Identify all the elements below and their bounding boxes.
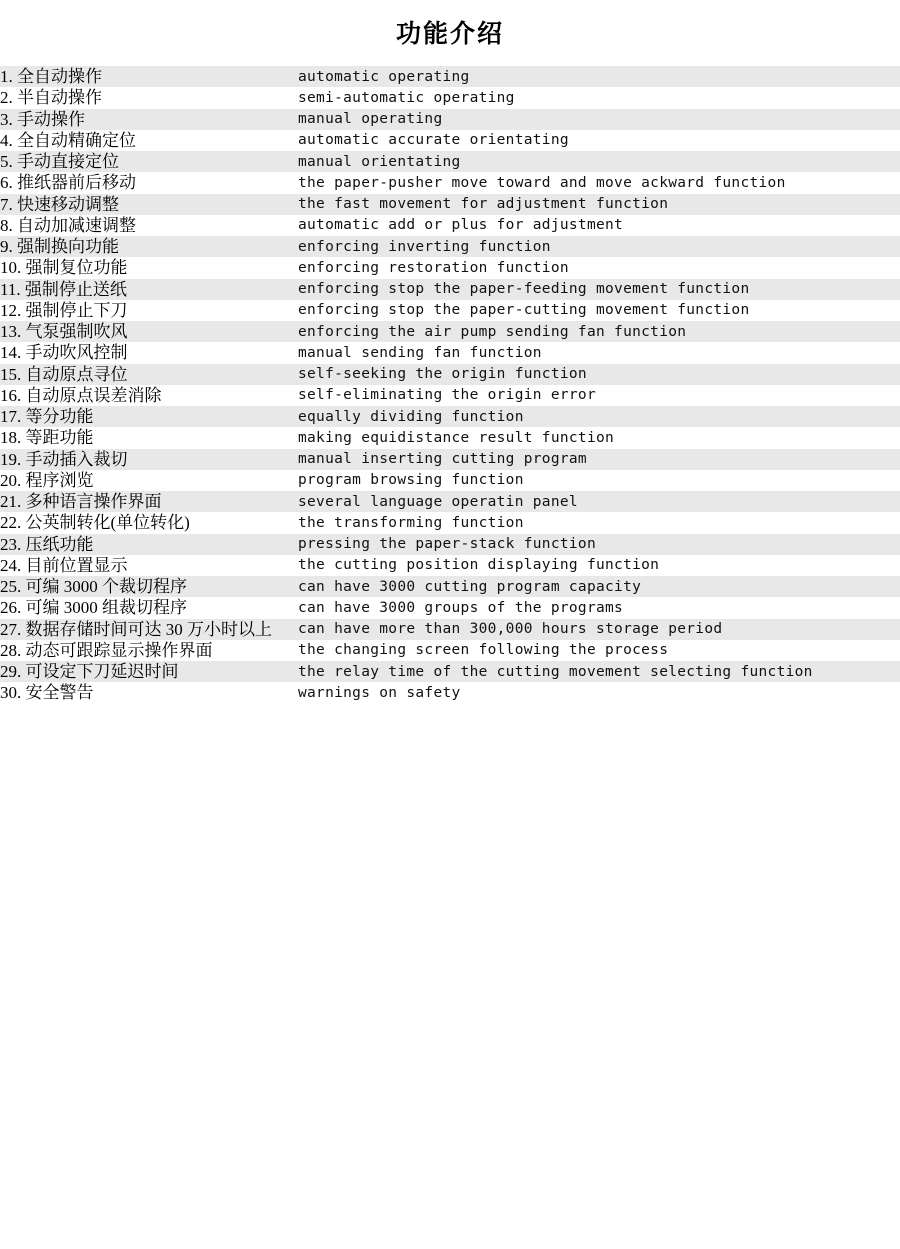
table-row [0, 342, 900, 363]
feature-table-body [0, 66, 900, 704]
table-row [0, 619, 900, 640]
table-row [0, 576, 900, 597]
table-row [0, 257, 900, 278]
table-row [0, 661, 900, 682]
feature-cn-cell [0, 449, 298, 470]
feature-cn-cell [0, 470, 298, 491]
table-row [0, 470, 900, 491]
feature-number: 10. [0, 258, 22, 278]
feature-en-cell: can have 3000 groups of the programs [298, 599, 624, 616]
feature-number: 15. [0, 364, 22, 384]
feature-en-cell: enforcing stop the paper-feeding movement function [298, 281, 750, 298]
table-row [0, 172, 900, 193]
feature-en-cell: self-eliminating the origin error [298, 387, 596, 404]
feature-number: 18. [0, 428, 22, 448]
feature-cn-label: 可编 3000 个裁切程序 [25, 577, 187, 596]
feature-number: 4. [0, 130, 13, 150]
feature-number: 23. [0, 534, 22, 554]
feature-en-cell: enforcing restoration function [298, 259, 569, 276]
feature-cn-cell [0, 279, 298, 300]
table-row [0, 151, 900, 172]
feature-number: 11. [0, 279, 21, 299]
feature-cn-label: 自动加减速调整 [17, 215, 136, 235]
feature-cn-label: 动态可跟踪显示操作界面 [25, 640, 213, 660]
feature-number: 24. [0, 555, 22, 575]
feature-cn-label: 强制换向功能 [17, 237, 119, 256]
feature-number: 6. [0, 173, 13, 193]
feature-en-cell: manual sending fan function [298, 344, 542, 361]
feature-number: 7. [0, 194, 13, 214]
table-row [0, 640, 900, 661]
feature-en-cell: automatic accurate orientating [298, 132, 569, 149]
table-row [0, 534, 900, 555]
feature-cn-label: 气泵强制吹风 [25, 322, 128, 341]
feature-en-cell: can have more than 300,000 hours storage period [298, 621, 723, 638]
feature-number: 13. [0, 322, 22, 341]
table-row [0, 87, 900, 108]
table-row [0, 215, 900, 236]
feature-cn-cell [0, 342, 298, 363]
feature-cn-cell [0, 109, 298, 130]
table-row [0, 682, 900, 703]
feature-en-cell: warnings on safety [298, 684, 461, 701]
feature-cn-cell [0, 576, 298, 597]
feature-cn-label: 强制复位功能 [25, 258, 128, 278]
feature-en-cell: the cutting position displaying function [298, 557, 660, 574]
feature-en-cell: equally dividing function [298, 408, 524, 425]
feature-en-cell: the fast movement for adjustment function [298, 196, 669, 213]
feature-en-cell: pressing the paper-stack function [298, 536, 596, 553]
feature-cn-label: 手动直接定位 [17, 152, 119, 171]
feature-cn-label: 自动原点寻位 [25, 364, 128, 384]
feature-cn-label: 手动操作 [17, 109, 85, 129]
feature-en-cell: self-seeking the origin function [298, 366, 587, 383]
feature-cn-cell [0, 406, 298, 427]
feature-en-cell: semi-automatic operating [298, 89, 515, 106]
feature-number: 26. [0, 598, 22, 618]
feature-cn-cell [0, 427, 298, 448]
feature-cn-cell [0, 385, 298, 406]
feature-number: 16. [0, 385, 22, 405]
feature-cn-cell [0, 321, 298, 342]
table-row [0, 555, 900, 576]
table-row [0, 236, 900, 257]
feature-cn-cell [0, 194, 298, 215]
feature-cn-cell [0, 66, 298, 87]
feature-number: 27. [0, 619, 22, 639]
table-row [0, 66, 900, 87]
feature-en-cell: program browsing function [298, 472, 524, 489]
feature-en-cell: making equidistance result function [298, 429, 615, 446]
feature-cn-label: 全自动操作 [17, 67, 102, 86]
feature-cn-label: 等距功能 [25, 428, 94, 448]
table-row [0, 130, 900, 151]
feature-number: 8. [0, 215, 13, 235]
table-row [0, 512, 900, 533]
feature-cn-cell [0, 364, 298, 385]
feature-cn-label: 等分功能 [25, 407, 94, 426]
feature-en-cell: enforcing inverting function [298, 238, 551, 255]
table-row [0, 194, 900, 215]
feature-cn-cell [0, 151, 298, 172]
table-row [0, 449, 900, 470]
feature-en-cell: automatic operating [298, 68, 470, 85]
feature-en-cell: enforcing stop the paper-cutting movement function [298, 302, 750, 319]
feature-en-cell: manual inserting cutting program [298, 451, 587, 468]
feature-cn-label: 全自动精确定位 [17, 130, 136, 150]
table-row [0, 321, 900, 342]
table-row [0, 427, 900, 448]
feature-en-cell: manual operating [298, 111, 443, 128]
feature-cn-cell [0, 555, 298, 576]
feature-number: 3. [0, 109, 13, 129]
feature-en-cell: automatic add or plus for adjustment [298, 217, 624, 234]
feature-en-cell: the changing screen following the process [298, 642, 669, 659]
feature-cn-label: 公英制转化(单位转化) [25, 513, 190, 533]
feature-number: 22. [0, 513, 22, 533]
table-row [0, 385, 900, 406]
feature-cn-cell [0, 300, 298, 321]
feature-number: 29. [0, 662, 22, 681]
feature-cn-cell [0, 130, 298, 151]
feature-cn-label: 安全警告 [25, 683, 94, 703]
page-title: 功能介绍 [395, 20, 504, 48]
feature-number: 14. [0, 343, 22, 363]
feature-cn-label: 数据存储时间可达 30 万小时以上 [25, 619, 272, 639]
table-row [0, 597, 900, 618]
table-row [0, 109, 900, 130]
feature-number: 2. [0, 88, 13, 108]
feature-cn-cell [0, 87, 298, 108]
feature-number: 28. [0, 640, 22, 660]
feature-number: 19. [0, 449, 22, 469]
feature-cn-label: 手动吹风控制 [25, 343, 128, 363]
feature-en-cell: the paper-pusher move toward and move ackward function [298, 174, 786, 191]
feature-cn-label: 手动插入裁切 [25, 449, 128, 469]
feature-cn-cell [0, 640, 298, 661]
feature-cn-cell [0, 215, 298, 236]
feature-cn-label: 程序浏览 [25, 470, 94, 490]
table-row [0, 406, 900, 427]
feature-number: 25. [0, 577, 22, 596]
feature-number: 21. [0, 492, 22, 511]
feature-en-cell: enforcing the air pump sending fan function [298, 323, 687, 340]
feature-cn-label: 压纸功能 [25, 534, 94, 554]
feature-cn-cell [0, 661, 298, 682]
feature-cn-cell [0, 491, 298, 512]
feature-number: 20. [0, 470, 22, 490]
feature-number: 17. [0, 407, 22, 426]
feature-cn-label: 强制停止下刀 [25, 300, 128, 320]
feature-cn-cell [0, 619, 298, 640]
feature-cn-label: 可设定下刀延迟时间 [25, 662, 179, 681]
table-row [0, 300, 900, 321]
feature-cn-cell [0, 534, 298, 555]
feature-en-cell: the relay time of the cutting movement selecting function [298, 663, 813, 680]
feature-cn-label: 自动原点误差消除 [25, 385, 162, 405]
feature-number: 5. [0, 152, 13, 171]
feature-cn-label: 推纸器前后移动 [17, 173, 136, 193]
feature-cn-cell [0, 172, 298, 193]
table-row [0, 364, 900, 385]
feature-en-cell: several language operatin panel [298, 493, 578, 510]
feature-cn-cell [0, 682, 298, 703]
feature-en-cell: the transforming function [298, 514, 524, 531]
feature-cn-label: 半自动操作 [17, 88, 102, 108]
feature-cn-cell [0, 257, 298, 278]
feature-cn-label: 可编 3000 组裁切程序 [25, 598, 187, 618]
feature-cn-cell [0, 512, 298, 533]
feature-en-cell: manual orientating [298, 153, 461, 170]
feature-cn-label: 强制停止送纸 [24, 279, 127, 299]
feature-number: 30. [0, 683, 22, 703]
table-row [0, 279, 900, 300]
feature-cn-cell [0, 236, 298, 257]
feature-cn-label: 目前位置显示 [25, 555, 128, 575]
feature-number: 12. [0, 300, 22, 320]
table-row [0, 491, 900, 512]
feature-cn-cell [0, 597, 298, 618]
feature-table [0, 66, 900, 704]
feature-en-cell: can have 3000 cutting program capacity [298, 578, 642, 595]
feature-cn-label: 多种语言操作界面 [25, 492, 162, 511]
feature-cn-label: 快速移动调整 [17, 194, 119, 214]
feature-number: 1. [0, 67, 13, 86]
feature-number: 9. [0, 237, 13, 256]
